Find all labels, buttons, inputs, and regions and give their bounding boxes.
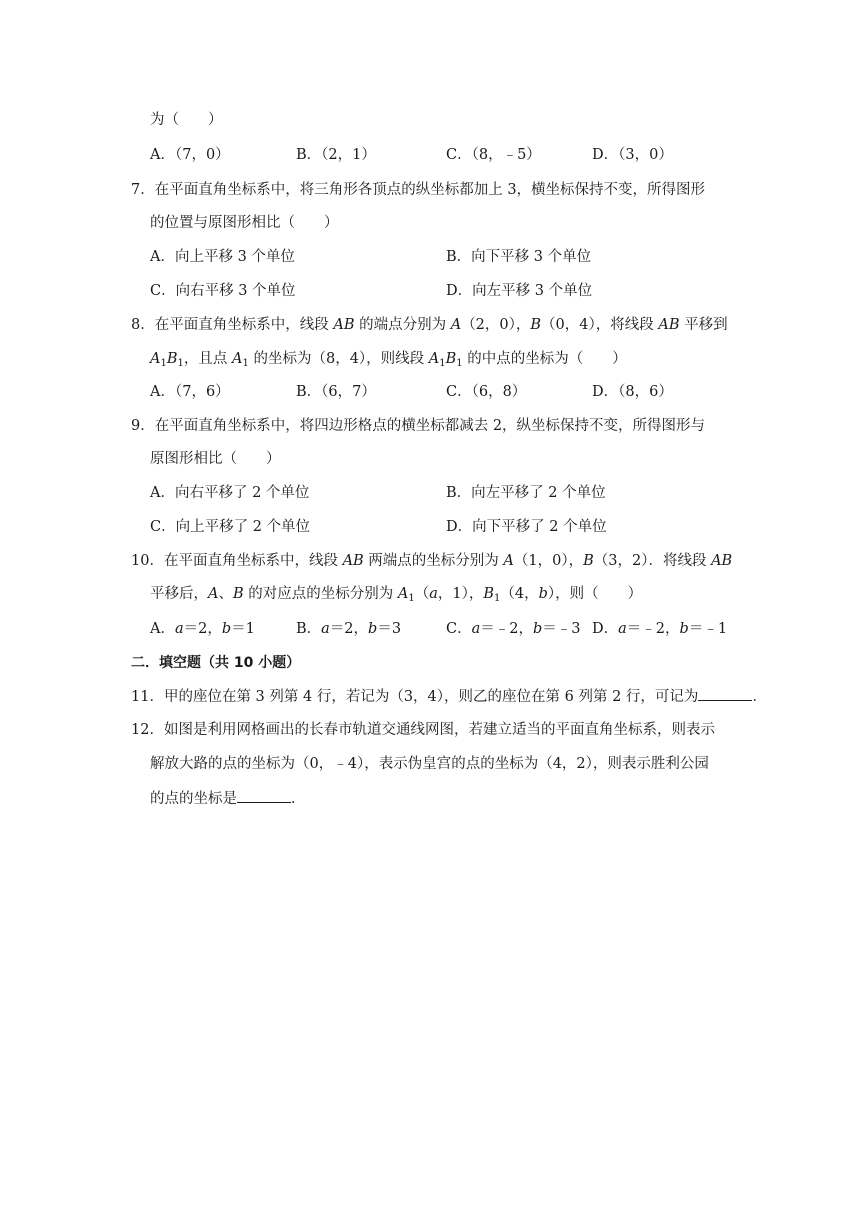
q10-option-b: B．a＝2，b＝3 xyxy=(296,621,402,637)
q7-stem-line1: 7．在平面直角坐标系中，将三角形各顶点的纵坐标都加上 3，横坐标保持不变，所得图形 xyxy=(131,182,706,198)
q6-option-a: A．（7，0） xyxy=(150,147,230,163)
q10-option-a: A．a＝2，b＝1 xyxy=(150,621,255,637)
section-heading-fill-blank: 二．填空题（共 10 小题） xyxy=(131,655,301,671)
q11-stem: 11．甲的座位在第 3 列第 4 行，若记为（3，4），则乙的座位在第 6 列第 2 行，可记为 ． xyxy=(131,686,767,707)
q8-option-a: A．（7，6） xyxy=(150,384,230,400)
q10-stem-line2: 平移后，A、B 的对应点的坐标分别为 $A_1(a$，1），$B_1(4$，b），则（ ） xyxy=(150,586,643,604)
q8-option-d: D．（8，6） xyxy=(592,384,673,400)
q6-option-c: C．（8，﹣5） xyxy=(446,147,541,163)
q12-stem-line2: 解放大路的点的坐标为（0，﹣4），表示伪皇宫的点的坐标为（4，2），则表示胜利公园 xyxy=(150,756,709,772)
q12-stem-line3: 的点的坐标是 ． xyxy=(150,788,306,809)
q12-stem-line1: 12．如图是利用网格画出的长春市轨道交通线网图，若建立适当的平面直角坐标系，则表示 xyxy=(131,722,715,738)
q8-stem-line2: $A_1B_1$，且点 $A_1$ 的坐标为（8，4），则线段 $A_1B_1$ 的中点的坐标为（ ） xyxy=(150,351,627,369)
q9-option-a: A．向右平移了 2 个单位 xyxy=(150,485,310,501)
q9-option-d: D．向下平移了 2 个单位 xyxy=(446,519,607,535)
q6-option-b: B．（2，1） xyxy=(296,147,376,163)
q9-option-c: C．向上平移了 2 个单位 xyxy=(150,519,311,535)
q8-option-c: C．（6，8） xyxy=(446,384,527,400)
q7-option-b: B．向下平移 3 个单位 xyxy=(446,249,592,265)
q9-stem-line1: 9．在平面直角坐标系中，将四边形格点的横坐标都减去 2，纵坐标保持不变，所得图形与 xyxy=(131,418,706,434)
q10-option-d: D．a＝﹣2，b＝﹣1 xyxy=(592,621,728,637)
q7-stem-line2: 的位置与原图形相比（ ） xyxy=(150,215,339,231)
q7-option-d: D．向左平移 3 个单位 xyxy=(446,283,593,299)
q11-answer-blank[interactable] xyxy=(698,686,752,701)
q9-stem-line2: 原图形相比（ ） xyxy=(150,451,281,467)
q6-option-d: D．（3，0） xyxy=(592,147,673,163)
q10-option-c: C．a＝﹣2，b＝﹣3 xyxy=(446,621,581,637)
q8-option-b: B．（6，7） xyxy=(296,384,376,400)
q7-option-a: A．向上平移 3 个单位 xyxy=(150,249,295,265)
q8-stem-line1: 8．在平面直角坐标系中，线段 AB 的端点分别为 A（2，0），B（0，4），将线段 AB 平移到 xyxy=(131,317,728,333)
q7-option-c: C．向右平移 3 个单位 xyxy=(150,283,296,299)
q10-stem-line1: 10．在平面直角坐标系中，线段 AB 两端点的坐标分别为 A（1，0），B（3，2）．将线段 AB xyxy=(131,553,733,569)
q6-tail: 为（ ） xyxy=(150,112,223,128)
q9-option-b: B．向左平移了 2 个单位 xyxy=(446,485,606,501)
q12-answer-blank[interactable] xyxy=(237,788,291,803)
